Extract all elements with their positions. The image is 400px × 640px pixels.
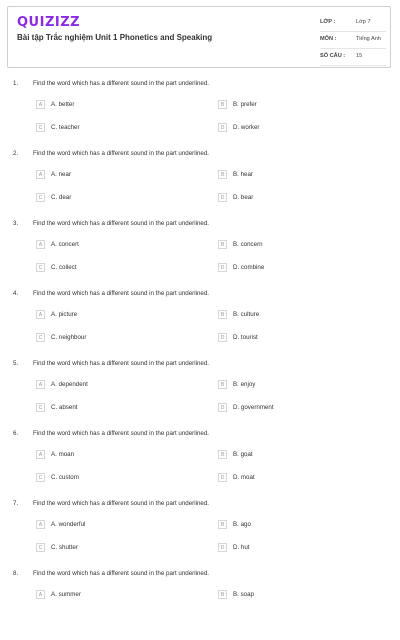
option-text: B. hear — [233, 171, 253, 178]
answer-option[interactable] — [36, 380, 186, 390]
answer-option[interactable] — [218, 310, 368, 320]
option-text: A. moan — [51, 451, 75, 458]
question-text: Find the word which has a different sound in the part underlined. — [33, 430, 209, 437]
answer-option[interactable] — [218, 450, 368, 460]
answer-option[interactable] — [218, 403, 368, 413]
question-number: 7. — [13, 500, 19, 507]
option-text: B. prefer — [233, 101, 257, 108]
option-letter-box[interactable]: D — [218, 123, 227, 132]
option-text: C. collect — [51, 264, 77, 271]
option-letter-box[interactable]: D — [218, 263, 227, 272]
option-letter-box[interactable]: B — [218, 240, 227, 249]
option-text: A. better — [51, 101, 75, 108]
option-text: A. summer — [51, 591, 81, 598]
option-text: D. moat — [233, 474, 255, 481]
question-number: 6. — [13, 430, 19, 437]
option-letter-box[interactable]: C — [36, 123, 45, 132]
option-letter-box[interactable]: A — [36, 310, 45, 319]
answer-option[interactable] — [218, 473, 368, 483]
option-letter-box[interactable]: C — [36, 403, 45, 412]
question-item — [0, 290, 400, 360]
worksheet-header — [7, 6, 391, 68]
option-text: C. teacher — [51, 124, 80, 131]
question-number: 2. — [13, 150, 19, 157]
question-text: Find the word which has a different sound in the part underlined. — [33, 360, 209, 367]
answer-option[interactable] — [36, 240, 186, 250]
answer-option[interactable] — [36, 123, 186, 133]
question-text: Find the word which has a different sound in the part underlined. — [33, 500, 209, 507]
question-number: 3. — [13, 220, 19, 227]
option-text: B. enjoy — [233, 381, 256, 388]
meta-row-count — [320, 50, 386, 66]
option-letter-box[interactable]: A — [36, 170, 45, 179]
question-text: Find the word which has a different sound in the part underlined. — [33, 150, 209, 157]
question-item — [0, 500, 400, 570]
option-letter-box[interactable]: A — [36, 240, 45, 249]
question-text: Find the word which has a different sound in the part underlined. — [33, 290, 209, 297]
option-text: B. goat — [233, 451, 253, 458]
option-letter-box[interactable]: A — [36, 520, 45, 529]
worksheet-title: Bài tập Trắc nghiệm Unit 1 Phonetics and Speaking — [17, 33, 213, 42]
option-letter-box[interactable]: B — [218, 100, 227, 109]
option-letter-box[interactable]: D — [218, 403, 227, 412]
option-letter-box[interactable]: A — [36, 450, 45, 459]
question-number: 8. — [13, 570, 19, 577]
answer-option[interactable] — [218, 380, 368, 390]
answer-option[interactable] — [218, 193, 368, 203]
question-item — [0, 150, 400, 220]
option-letter-box[interactable]: B — [218, 520, 227, 529]
option-text: A. near — [51, 171, 71, 178]
question-text: Find the word which has a different sound in the part underlined. — [33, 570, 209, 577]
option-letter-box[interactable]: C — [36, 543, 45, 552]
option-letter-box[interactable]: D — [218, 543, 227, 552]
option-text: A. dependent — [51, 381, 88, 388]
meta-value: 15 — [356, 53, 363, 59]
worksheet-meta — [320, 16, 386, 67]
question-number: 4. — [13, 290, 19, 297]
option-text: D. combine — [233, 264, 265, 271]
option-letter-box[interactable]: C — [36, 193, 45, 202]
option-letter-box[interactable]: A — [36, 100, 45, 109]
option-text: D. hut — [233, 544, 250, 551]
option-text: C. absent — [51, 404, 78, 411]
answer-option[interactable] — [36, 450, 186, 460]
option-letter-box[interactable]: C — [36, 333, 45, 342]
answer-option[interactable] — [218, 520, 368, 530]
answer-option[interactable] — [36, 333, 186, 343]
question-item — [0, 80, 400, 150]
answer-option[interactable] — [36, 473, 186, 483]
option-letter-box[interactable]: B — [218, 170, 227, 179]
option-text: A. concert — [51, 241, 79, 248]
option-text: D. worker — [233, 124, 260, 131]
answer-option[interactable] — [36, 263, 186, 273]
option-text: B. culture — [233, 311, 260, 318]
question-item — [0, 570, 400, 640]
option-letter-box[interactable]: D — [218, 193, 227, 202]
meta-label: LỚP : — [320, 19, 336, 25]
answer-option[interactable] — [36, 193, 186, 203]
answer-option[interactable] — [218, 123, 368, 133]
meta-label: MÔN : — [320, 36, 337, 42]
quizizz-logo: QUIZIZZ — [17, 15, 81, 30]
answer-option[interactable] — [218, 543, 368, 553]
question-item — [0, 430, 400, 500]
meta-row-class — [320, 16, 386, 32]
option-text: A. wonderful — [51, 521, 86, 528]
question-number: 5. — [13, 360, 19, 367]
answer-option[interactable] — [36, 100, 186, 110]
option-letter-box[interactable]: B — [218, 380, 227, 389]
answer-option[interactable] — [218, 170, 368, 180]
question-item — [0, 360, 400, 430]
answer-option[interactable] — [36, 310, 186, 320]
answer-option[interactable] — [218, 263, 368, 273]
option-text: D. tourist — [233, 334, 258, 341]
option-text: D. government — [233, 404, 274, 411]
meta-row-subject — [320, 33, 386, 49]
option-text: C. dear — [51, 194, 72, 201]
question-item — [0, 220, 400, 290]
option-letter-box[interactable]: D — [218, 333, 227, 342]
option-letter-box[interactable]: A — [36, 590, 45, 599]
option-letter-box[interactable]: B — [218, 310, 227, 319]
option-letter-box[interactable]: B — [218, 590, 227, 599]
answer-option[interactable] — [36, 543, 186, 553]
answer-option[interactable] — [36, 170, 186, 180]
answer-option[interactable] — [36, 520, 186, 530]
question-number: 1. — [13, 80, 19, 87]
option-letter-box[interactable]: C — [36, 473, 45, 482]
answer-option[interactable] — [218, 590, 368, 600]
option-letter-box[interactable]: C — [36, 263, 45, 272]
question-text: Find the word which has a different sound in the part underlined. — [33, 80, 209, 87]
option-text: C. shutter — [51, 544, 78, 551]
answer-option[interactable] — [36, 403, 186, 413]
option-letter-box[interactable]: B — [218, 450, 227, 459]
option-text: B. concern — [233, 241, 263, 248]
meta-label: SỐ CÂU : — [320, 53, 346, 59]
answer-option[interactable] — [218, 240, 368, 250]
option-text: A. picture — [51, 311, 78, 318]
meta-value: Lớp 7 — [356, 19, 371, 25]
answer-option[interactable] — [218, 333, 368, 343]
option-text: B. ago — [233, 521, 251, 528]
option-letter-box[interactable]: A — [36, 380, 45, 389]
option-letter-box[interactable]: D — [218, 473, 227, 482]
option-text: D. bear — [233, 194, 254, 201]
option-text: C. neighbour — [51, 334, 87, 341]
question-text: Find the word which has a different sound in the part underlined. — [33, 220, 209, 227]
answer-option[interactable] — [36, 590, 186, 600]
option-text: C. custom — [51, 474, 79, 481]
meta-value: Tiếng Anh — [356, 36, 381, 42]
option-text: B. soap — [233, 591, 254, 598]
answer-option[interactable] — [218, 100, 368, 110]
